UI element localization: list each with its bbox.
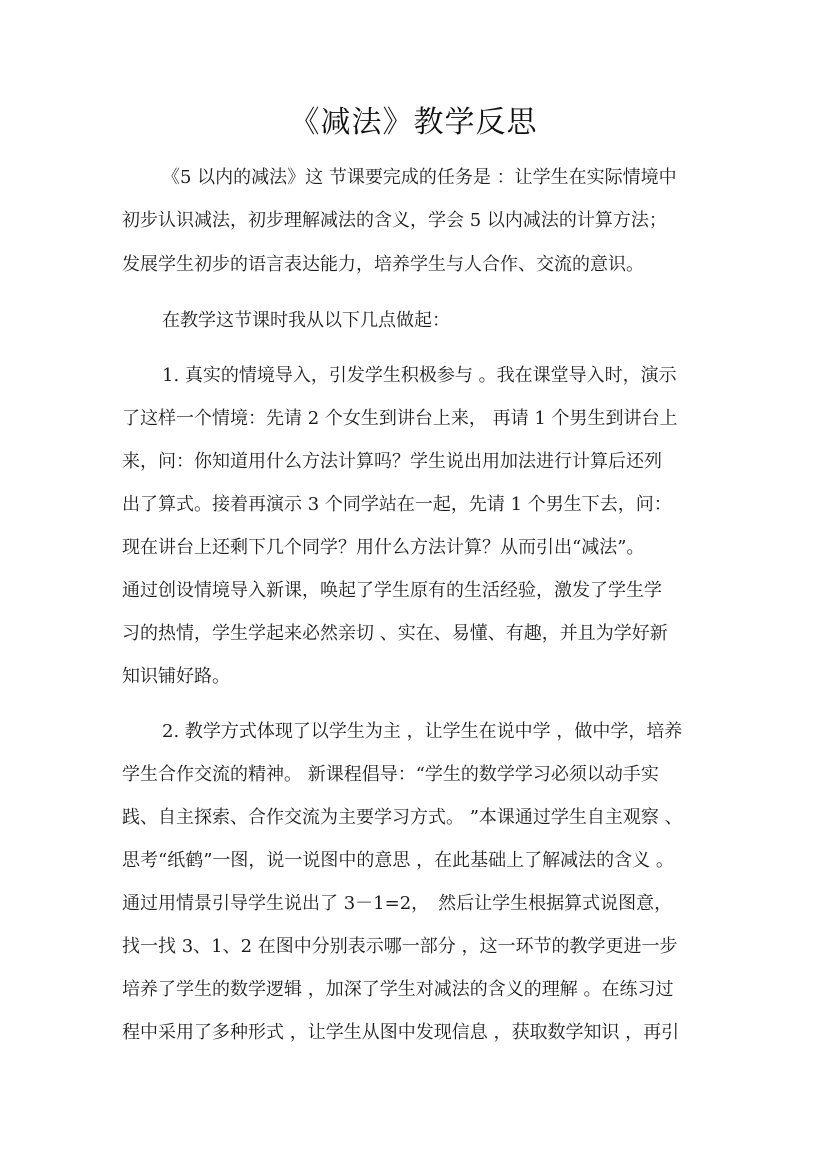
document-title: 《减法》教学反思 — [289, 105, 538, 140]
paragraph-line: 1. 真实的情境导入，引发学生积极参与 。我在课堂导入时，演示 — [162, 365, 677, 386]
paragraph-line: 发展学生初步的语言表达能力，培养学生与人合作、交流的意识。 — [122, 254, 644, 275]
paragraph-line: 出了算式。接着再演示 3 个同学站在一起，先请 1 个男生下去，问： — [122, 494, 672, 515]
paragraph-line: 培养了学生的数学逻辑 ，加深了学生对减法的含义的理解 。在练习过 — [122, 979, 674, 1000]
paragraph-line: 现在讲台上还剩下几个同学？用什么方法计算？从而引出“减法”。 — [122, 537, 645, 558]
paragraph-line: 知识铺好路。 — [122, 666, 230, 687]
paragraph-line: 了这样一个情境：先请 2 个女生到讲台上来， 再请 1 个男生到讲台上 — [122, 408, 678, 429]
paragraph-line: 程中采用了多种形式 ，让学生从图中发现信息 ，获取数学知识 ，再引 — [122, 1022, 680, 1043]
paragraph-line: 学生合作交流的精神。 新课程倡导：“学生的数学学习必须以动手实 — [122, 764, 659, 785]
paragraph-line: 《5 以内的减法》这 节课要完成的任务是 ：让学生在实际情境中 — [162, 167, 677, 188]
paragraph-line: 通过创设情境导入新课，唤起了学生原有的生活经验，激发了学生学 — [122, 580, 662, 601]
paragraph-line: 习的热情，学生学起来必然亲切 、实在、易懂、有趣，并且为学好新 — [122, 623, 668, 644]
paragraph-line: 来，问：你知道用什么方法计算吗？学生说出用加法进行计算后还列 — [122, 451, 662, 472]
paragraph-line: 通过用情景引导学生说出了 3－1=2， 然后让学生根据算式说图意， — [122, 893, 673, 914]
paragraph-line: 初步认识减法，初步理解减法的含义，学会 5 以内减法的计算方法； — [122, 210, 667, 231]
paragraph-line: 2. 教学方式体现了以学生为主 ，让学生在说中学 ，做中学，培养 — [162, 721, 683, 742]
paragraph-line: 在教学这节课时我从以下几点做起： — [162, 310, 450, 331]
paragraph-line: 践、自主探索、合作交流为主要学习方式。 ”本课通过学生自主观察 、 — [122, 807, 683, 828]
paragraph-line: 找一找 3、1、2 在图中分别表示哪一部分 ，这一环节的教学更进一步 — [122, 936, 678, 957]
paragraph-line: 思考“纸鹤”一图，说一说图中的意思 ，在此基础上了解减法的含义 。 — [122, 850, 674, 871]
